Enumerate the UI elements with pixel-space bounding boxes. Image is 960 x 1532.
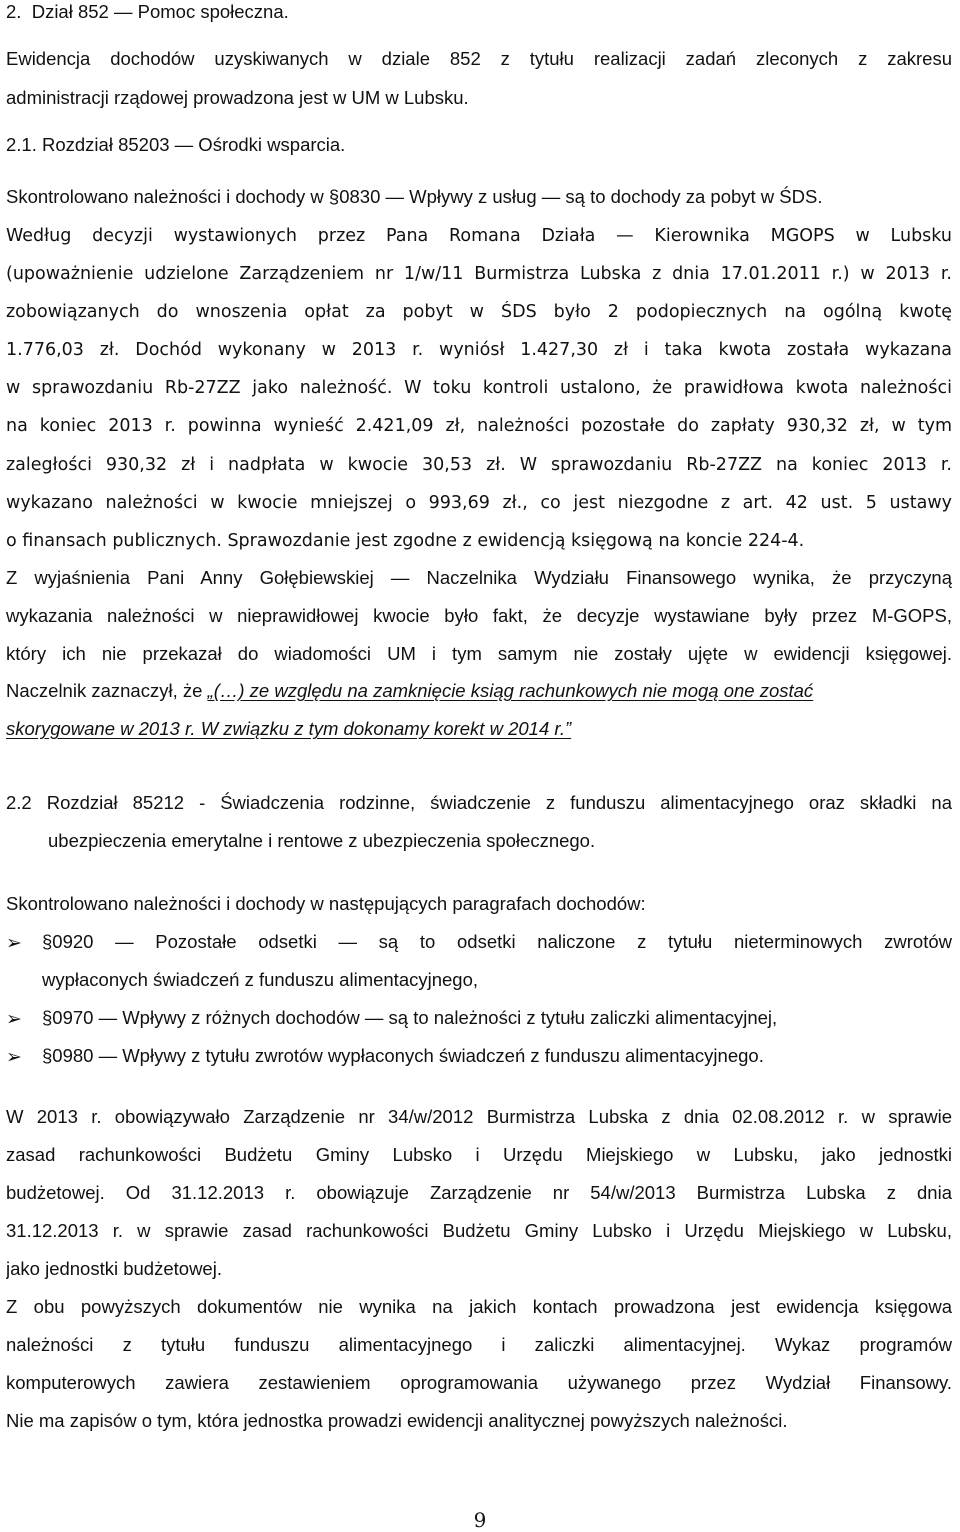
- paragraph-line: Z obu powyższych dokumentów nie wynika na jakich kontach prowadzona jest ewidencja księgowa: [6, 1296, 952, 1317]
- subsection-heading-85203: 2.1. Rozdział 85203 — Ośrodki wsparcia.: [6, 134, 346, 155]
- subsection-heading-85212-cont: ubezpieczenia emerytalne i rentowe z ubezpieczenia społecznego.: [48, 830, 596, 851]
- paragraph-line: komputerowych zawiera zestawieniem oprogramowania używanego przez Wydział Finansowy.: [6, 1372, 952, 1393]
- quoted-text: skorygowane w 2013 r. W związku z tym dokonamy korekt w 2014 r.”: [6, 718, 572, 739]
- paragraph-line: 31.12.2013 r. w sprawie zasad rachunkowości Budżetu Gminy Lubsko i Urzędu Miejskiego w Lubsku,: [6, 1220, 952, 1241]
- paragraph-line: zasad rachunkowości Budżetu Gminy Lubsko i Urzędu Miejskiego w Lubsku, jako jednostki: [6, 1144, 952, 1165]
- bullet-arrow-icon: ➢: [6, 932, 22, 954]
- paragraph-line: należności z tytułu funduszu alimentacyjnego i zaliczki alimentacyjnej. Wykaz programów: [6, 1334, 952, 1355]
- paragraph-line: Skontrolowano należności i dochody w §0830 — Wpływy z usług — są to dochody za pobyt w ŚDS.: [6, 186, 823, 207]
- paragraph-line: jako jednostki budżetowej.: [6, 1258, 222, 1279]
- paragraph-line: o finansach publicznych. Sprawozdanie jest zgodne z ewidencją księgową na koncie 224-4.: [6, 531, 805, 551]
- paragraph-line: 1.776,03 zł. Dochód wykonany w 2013 r. wyniósł 1.427,30 zł i taka kwota została wykazana: [6, 340, 952, 360]
- paragraph-line: W 2013 r. obowiązywało Zarządzenie nr 34/w/2012 Burmistrza Lubska z dnia 02.08.2012 r. w sprawie: [6, 1106, 952, 1127]
- list-item: §0980 — Wpływy z tytułu zwrotów wypłaconych świadczeń z funduszu alimentacyjnego.: [42, 1045, 764, 1066]
- bullet-arrow-icon: ➢: [6, 1046, 22, 1068]
- quote-intro: Naczelnik zaznaczył, że: [6, 680, 208, 701]
- section-heading-852: 2. Dział 852 — Pomoc społeczna.: [6, 1, 289, 22]
- paragraph-line: Ewidencja dochodów uzyskiwanych w dziale 852 z tytułu realizacji zadań zleconych z zakresu: [6, 48, 952, 69]
- quoted-text: „(…) ze względu na zamknięcie ksiąg rachunkowych nie mogą one zostać: [207, 680, 814, 701]
- list-item: §0970 — Wpływy z różnych dochodów — są to należności z tytułu zaliczki alimentacyjnej,: [42, 1007, 778, 1028]
- page-number: 9: [473, 1508, 487, 1532]
- paragraph-line: (upoważnienie udzielone Zarządzeniem nr 1/w/11 Burmistrza Lubska z dnia 17.01.2011 r.) w 2013 r.: [6, 264, 952, 284]
- paragraph-line: zobowiązanych do wnoszenia opłat za pobyt w ŚDS było 2 podopiecznych na ogólną kwotę: [6, 302, 952, 322]
- paragraph-line: Skontrolowano należności i dochody w następujących paragrafach dochodów:: [6, 893, 646, 914]
- paragraph-line: [6, 680, 952, 702]
- paragraph-line: który ich nie przekazał do wiadomości UM i tym samym nie zostały ujęte w ewidencji księgowej.: [6, 643, 952, 664]
- bullet-arrow-icon: ➢: [6, 1008, 22, 1030]
- paragraph-line: Z wyjaśnienia Pani Anny Gołębiewskiej — Naczelnika Wydziału Finansowego wynika, że przyczyną: [6, 567, 952, 588]
- paragraph-line: Nie ma zapisów o tym, która jednostka prowadzi ewidencji analitycznej powyższych należności.: [6, 1410, 788, 1431]
- subsection-heading-85212: 2.2 Rozdział 85212 - Świadczenia rodzinne, świadczenie z funduszu alimentacyjnego oraz składki na: [6, 792, 952, 813]
- paragraph-line: zaległości 930,32 zł i nadpłata w kwocie 30,53 zł. W sprawozdaniu Rb-27ZZ na koniec 2013 r.: [6, 455, 952, 475]
- list-item-cont: wypłaconych świadczeń z funduszu alimentacyjnego,: [42, 969, 479, 990]
- paragraph-line: budżetowej. Od 31.12.2013 r. obowiązuje Zarządzenie nr 54/w/2013 Burmistrza Lubska z dnia: [6, 1182, 952, 1203]
- paragraph-line: Według decyzji wystawionych przez Pana Romana Działa — Kierownika MGOPS w Lubsku: [6, 226, 952, 246]
- paragraph-line: wykazano należności w kwocie mniejszej o 993,69 zł., co jest niezgodne z art. 42 ust. 5 ustawy: [6, 493, 952, 513]
- paragraph-line: administracji rządowej prowadzona jest w UM w Lubsku.: [6, 87, 469, 108]
- paragraph-line: w sprawozdaniu Rb-27ZZ jako należność. W toku kontroli ustalono, że prawidłowa kwota należności: [6, 378, 952, 398]
- list-item: §0920 — Pozostałe odsetki — są to odsetki naliczone z tytułu nieterminowych zwrotów: [42, 931, 952, 952]
- paragraph-line: wykazania należności w nieprawidłowej kwocie było fakt, że decyzje wystawiane były przez M-GOPS,: [6, 605, 952, 626]
- paragraph-line: na koniec 2013 r. powinna wynieść 2.421,09 zł, należności pozostałe do zapłaty 930,32 zł, w tym: [6, 416, 952, 436]
